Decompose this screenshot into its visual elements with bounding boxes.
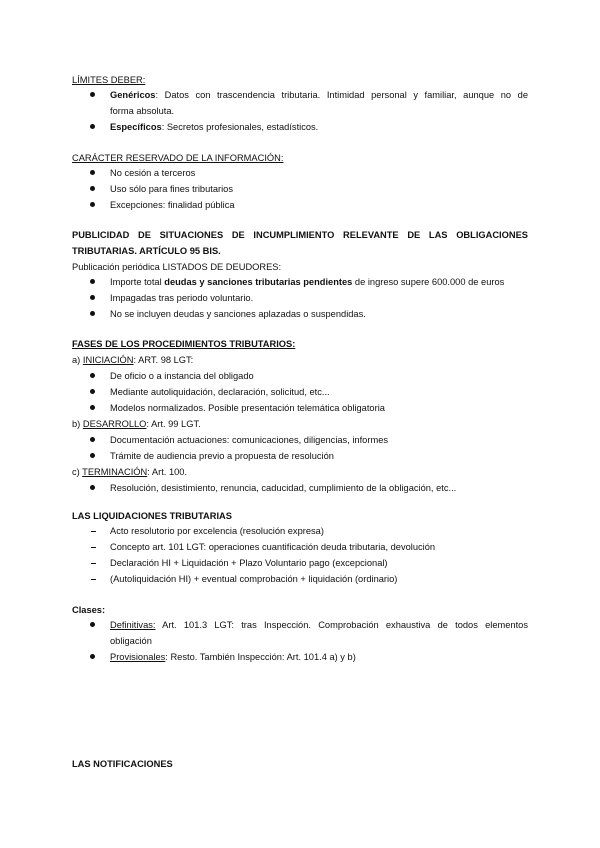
- publicidad-item1-c: de ingreso supere 600.000 de euros: [352, 277, 505, 287]
- fases-a-line: [72, 354, 193, 366]
- fases-a-label: INICIACIÓN: [82, 355, 134, 365]
- definitivas-text: Art. 101.3 LGT: tras Inspección. Comprobación exhaustiva de todos elementos: [155, 620, 528, 630]
- caracter-item: Excepciones: finalidad pública: [110, 200, 235, 210]
- bullet-icon: [90, 654, 95, 659]
- especificos-label: Específicos: [110, 122, 162, 132]
- fases-a-item: Mediante autoliquidación, declaración, solicitud, etc...: [110, 387, 330, 397]
- notificaciones-heading: LAS NOTIFICACIONES: [72, 759, 173, 769]
- fases-heading: FASES DE LOS PROCEDIMIENTOS TRIBUTARIOS:: [72, 339, 296, 349]
- provisionales-label: Provisionales: [110, 652, 166, 662]
- publicidad-intro: Publicación periódica LISTADOS DE DEUDORES:: [72, 262, 282, 272]
- fases-b-prefix: b): [72, 419, 83, 429]
- publicidad-item: No se incluyen deudas y sanciones aplazadas o suspendidas.: [110, 309, 366, 319]
- fases-a-rest: : ART. 98 LGT:: [133, 355, 194, 365]
- fases-b-item: Trámite de audiencia previo a propuesta de resolución: [110, 451, 334, 461]
- dash-icon: [91, 563, 96, 564]
- fases-c-label: TERMINACIÓN: [82, 467, 148, 477]
- fases-b-rest: : Art. 99 LGT.: [146, 419, 201, 429]
- caracter-item: No cesión a terceros: [110, 168, 196, 178]
- clases-heading: Clases:: [72, 605, 106, 615]
- caracter-item: Uso sólo para fines tributarios: [110, 184, 233, 194]
- fases-a-prefix: a): [72, 355, 83, 365]
- fases-c-line: [72, 466, 187, 478]
- fases-b-label: DESARROLLO: [82, 419, 147, 429]
- bullet-icon: [90, 373, 95, 378]
- bullet-icon: [90, 170, 95, 175]
- publicidad-heading-line1: PUBLICIDAD DE SITUACIONES DE INCUMPLIMIENTO RELEVANTE DE LAS OBLIGACIONES: [72, 230, 528, 240]
- genericos-label: Genéricos: [110, 90, 156, 100]
- publicidad-item: Impagadas tras periodo voluntario.: [110, 293, 254, 303]
- bullet-icon: [90, 124, 95, 129]
- liquidaciones-item: Acto resolutorio por excelencia (resolución expresa): [110, 526, 324, 536]
- especificos-text: : Secretos profesionales, estadísticos.: [161, 122, 319, 132]
- publicidad-item1-b: deudas y sanciones tributarias pendientes: [164, 277, 353, 287]
- bullet-icon: [90, 311, 95, 316]
- provisionales-text: : Resto. También Inspección: Art. 101.4 a) y b): [165, 652, 356, 662]
- bullet-icon: [90, 92, 95, 97]
- bullet-icon: [90, 622, 95, 627]
- publicidad-item: [110, 276, 504, 288]
- publicidad-heading-line2: TRIBUTARIAS. ARTÍCULO 95 BIS.: [72, 246, 221, 256]
- bullet-icon: [90, 437, 95, 442]
- liquidaciones-heading: LAS LIQUIDACIONES TRIBUTARIAS: [72, 511, 232, 521]
- fases-a-item: De oficio o a instancia del obligado: [110, 371, 254, 381]
- limites-especificos: [110, 121, 318, 133]
- fases-c-prefix: c): [72, 467, 83, 477]
- fases-b-item: Documentación actuaciones: comunicaciones, diligencias, informes: [110, 435, 389, 445]
- caracter-heading: CARÁCTER RESERVADO DE LA INFORMACIÓN:: [72, 153, 284, 163]
- limites-genericos-line1: [110, 89, 528, 101]
- bullet-icon: [90, 485, 95, 490]
- genericos-text: : Datos con trascendencia tributaria. Intimidad personal y familiar, aunque no de: [155, 90, 528, 100]
- dash-icon: [91, 547, 96, 548]
- liquidaciones-item: (Autoliquidación HI) + eventual comprobación + liquidación (ordinario): [110, 574, 398, 584]
- fases-c-item: Resolución, desistimiento, renuncia, caducidad, cumplimiento de la obligación, etc...: [110, 483, 457, 493]
- bullet-icon: [90, 295, 95, 300]
- bullet-icon: [90, 453, 95, 458]
- publicidad-item1-a: Importe total: [110, 277, 165, 287]
- bullet-icon: [90, 405, 95, 410]
- fases-a-item: Modelos normalizados. Posible presentación telemática obligatoria: [110, 403, 385, 413]
- bullet-icon: [90, 186, 95, 191]
- limites-genericos-line2: forma absoluta.: [110, 106, 175, 116]
- bullet-icon: [90, 389, 95, 394]
- clases-definitivas-line1: [110, 619, 528, 631]
- definitivas-label: Definitivas:: [110, 620, 156, 630]
- limites-heading: LÍMITES DEBER:: [72, 75, 146, 85]
- fases-c-rest: : Art. 100.: [147, 467, 188, 477]
- clases-provisionales: [110, 651, 356, 663]
- bullet-icon: [90, 279, 95, 284]
- fases-b-line: [72, 418, 201, 430]
- clases-definitivas-line2: obligación: [110, 636, 152, 646]
- liquidaciones-item: Concepto art. 101 LGT: operaciones cuantificación deuda tributaria, devolución: [110, 542, 436, 552]
- dash-icon: [91, 531, 96, 532]
- dash-icon: [91, 579, 96, 580]
- bullet-icon: [90, 202, 95, 207]
- liquidaciones-item: Declaración HI + Liquidación + Plazo Voluntario pago (excepcional): [110, 558, 388, 568]
